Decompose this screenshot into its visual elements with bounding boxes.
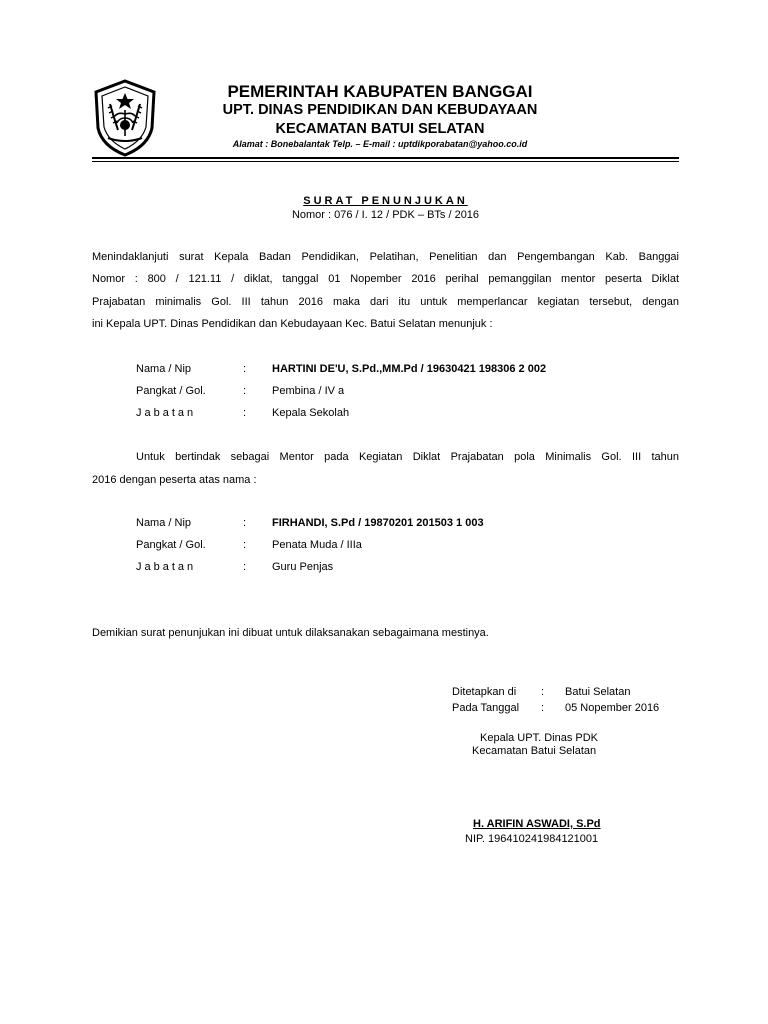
participant-rank-value: Penata Muda / IIIa	[272, 539, 362, 551]
mentor-rank-value: Pembina / IV a	[272, 385, 345, 397]
mentor-rank-label: Pangkat / Gol.	[136, 385, 206, 397]
date-label: Pada Tanggal	[452, 702, 520, 714]
document-number: Nomor : 076 / I. 12 / PDK – BTs / 2016	[291, 209, 480, 221]
mentor-name-value: HARTINI DE'U, S.Pd.,MM.Pd / 19630421 198306 2 002	[272, 363, 547, 375]
paragraph-1-line-1: Menindaklanjuti surat Kepala Badan Pendidikan, Pelatihan, Penelitian dan Pengembangan Kab. Banggai	[92, 251, 679, 263]
office-line-1: Kepala UPT. Dinas PDK	[480, 732, 598, 744]
letterhead-office: UPT. DINAS PENDIDIKAN DAN KEBUDAYAAN	[222, 102, 538, 118]
participant-name-value: FIRHANDI, S.Pd / 19870201 201503 1 003	[272, 517, 484, 529]
closing-statement: Demikian surat penunjukan ini dibuat untuk dilaksanakan sebagaimana mestinya.	[92, 627, 489, 639]
letterhead-divider-thick	[92, 157, 679, 159]
date-row	[452, 697, 674, 719]
place-value: Batui Selatan	[565, 686, 631, 698]
signer-name: H. ARIFIN ASWADI, S.Pd	[473, 818, 601, 830]
participant-name-label: Nama / Nip	[136, 517, 192, 529]
mentor-position-label: Jabatan	[136, 407, 197, 419]
paragraph-1-line-4: ini Kepala UPT. Dinas Pendidikan dan Kebudayaan Kec. Batui Selatan menunjuk :	[92, 318, 493, 330]
paragraph-2-line-1: Untuk bertindak sebagai Mentor pada Kegiatan Diklat Prajabatan pola Minimalis Gol. III tahun	[136, 451, 679, 463]
mentor-name-label: Nama / Nip	[136, 363, 192, 375]
paragraph-2-line-2: 2016 dengan peserta atas nama :	[92, 474, 257, 486]
paragraph-1-line-3: Prajabatan minimalis Gol. III tahun 2016 maka dari itu untuk memperlancar kegiatan tersebut, dengan	[92, 296, 679, 308]
document-title: SURAT PENUNJUKAN	[303, 195, 468, 207]
participant-name-colon: :	[243, 517, 247, 529]
mentor-position-value: Kepala Sekolah	[272, 407, 350, 419]
participant-position-value: Guru Penjas	[272, 561, 334, 573]
mentor-name-colon: :	[243, 363, 247, 375]
date-value: 05 Nopember 2016	[565, 702, 660, 714]
place-label: Ditetapkan di	[452, 686, 517, 698]
place-colon: :	[541, 686, 545, 698]
signer-nip: NIP. 196410241984121001	[465, 833, 599, 845]
letterhead-divider-thin	[92, 161, 679, 162]
regency-emblem-logo	[90, 78, 160, 158]
participant-rank-label: Pangkat / Gol.	[136, 539, 206, 551]
letterhead-district: KECAMATAN BATUI SELATAN	[275, 121, 485, 137]
participant-rank-colon: :	[243, 539, 247, 551]
mentor-position-colon: :	[243, 407, 247, 419]
office-line-2: Kecamatan Batui Selatan	[472, 745, 597, 757]
participant-position-label: Jabatan	[136, 561, 197, 573]
mentor-rank-colon: :	[243, 385, 247, 397]
letterhead-address: Alamat : Bonebalantak Telp. – E-mail : uptdikporabatan@yahoo.co.id	[232, 139, 528, 149]
date-colon: :	[541, 702, 545, 714]
paragraph-1-line-2: Nomor : 800 / 121.11 / diklat, tanggal 01 Nopember 2016 perihal pemanggilan mentor peserta Diklat	[92, 273, 679, 285]
participant-position-colon: :	[243, 561, 247, 573]
letterhead-government: PEMERINTAH KABUPATEN BANGGAI	[227, 82, 533, 101]
